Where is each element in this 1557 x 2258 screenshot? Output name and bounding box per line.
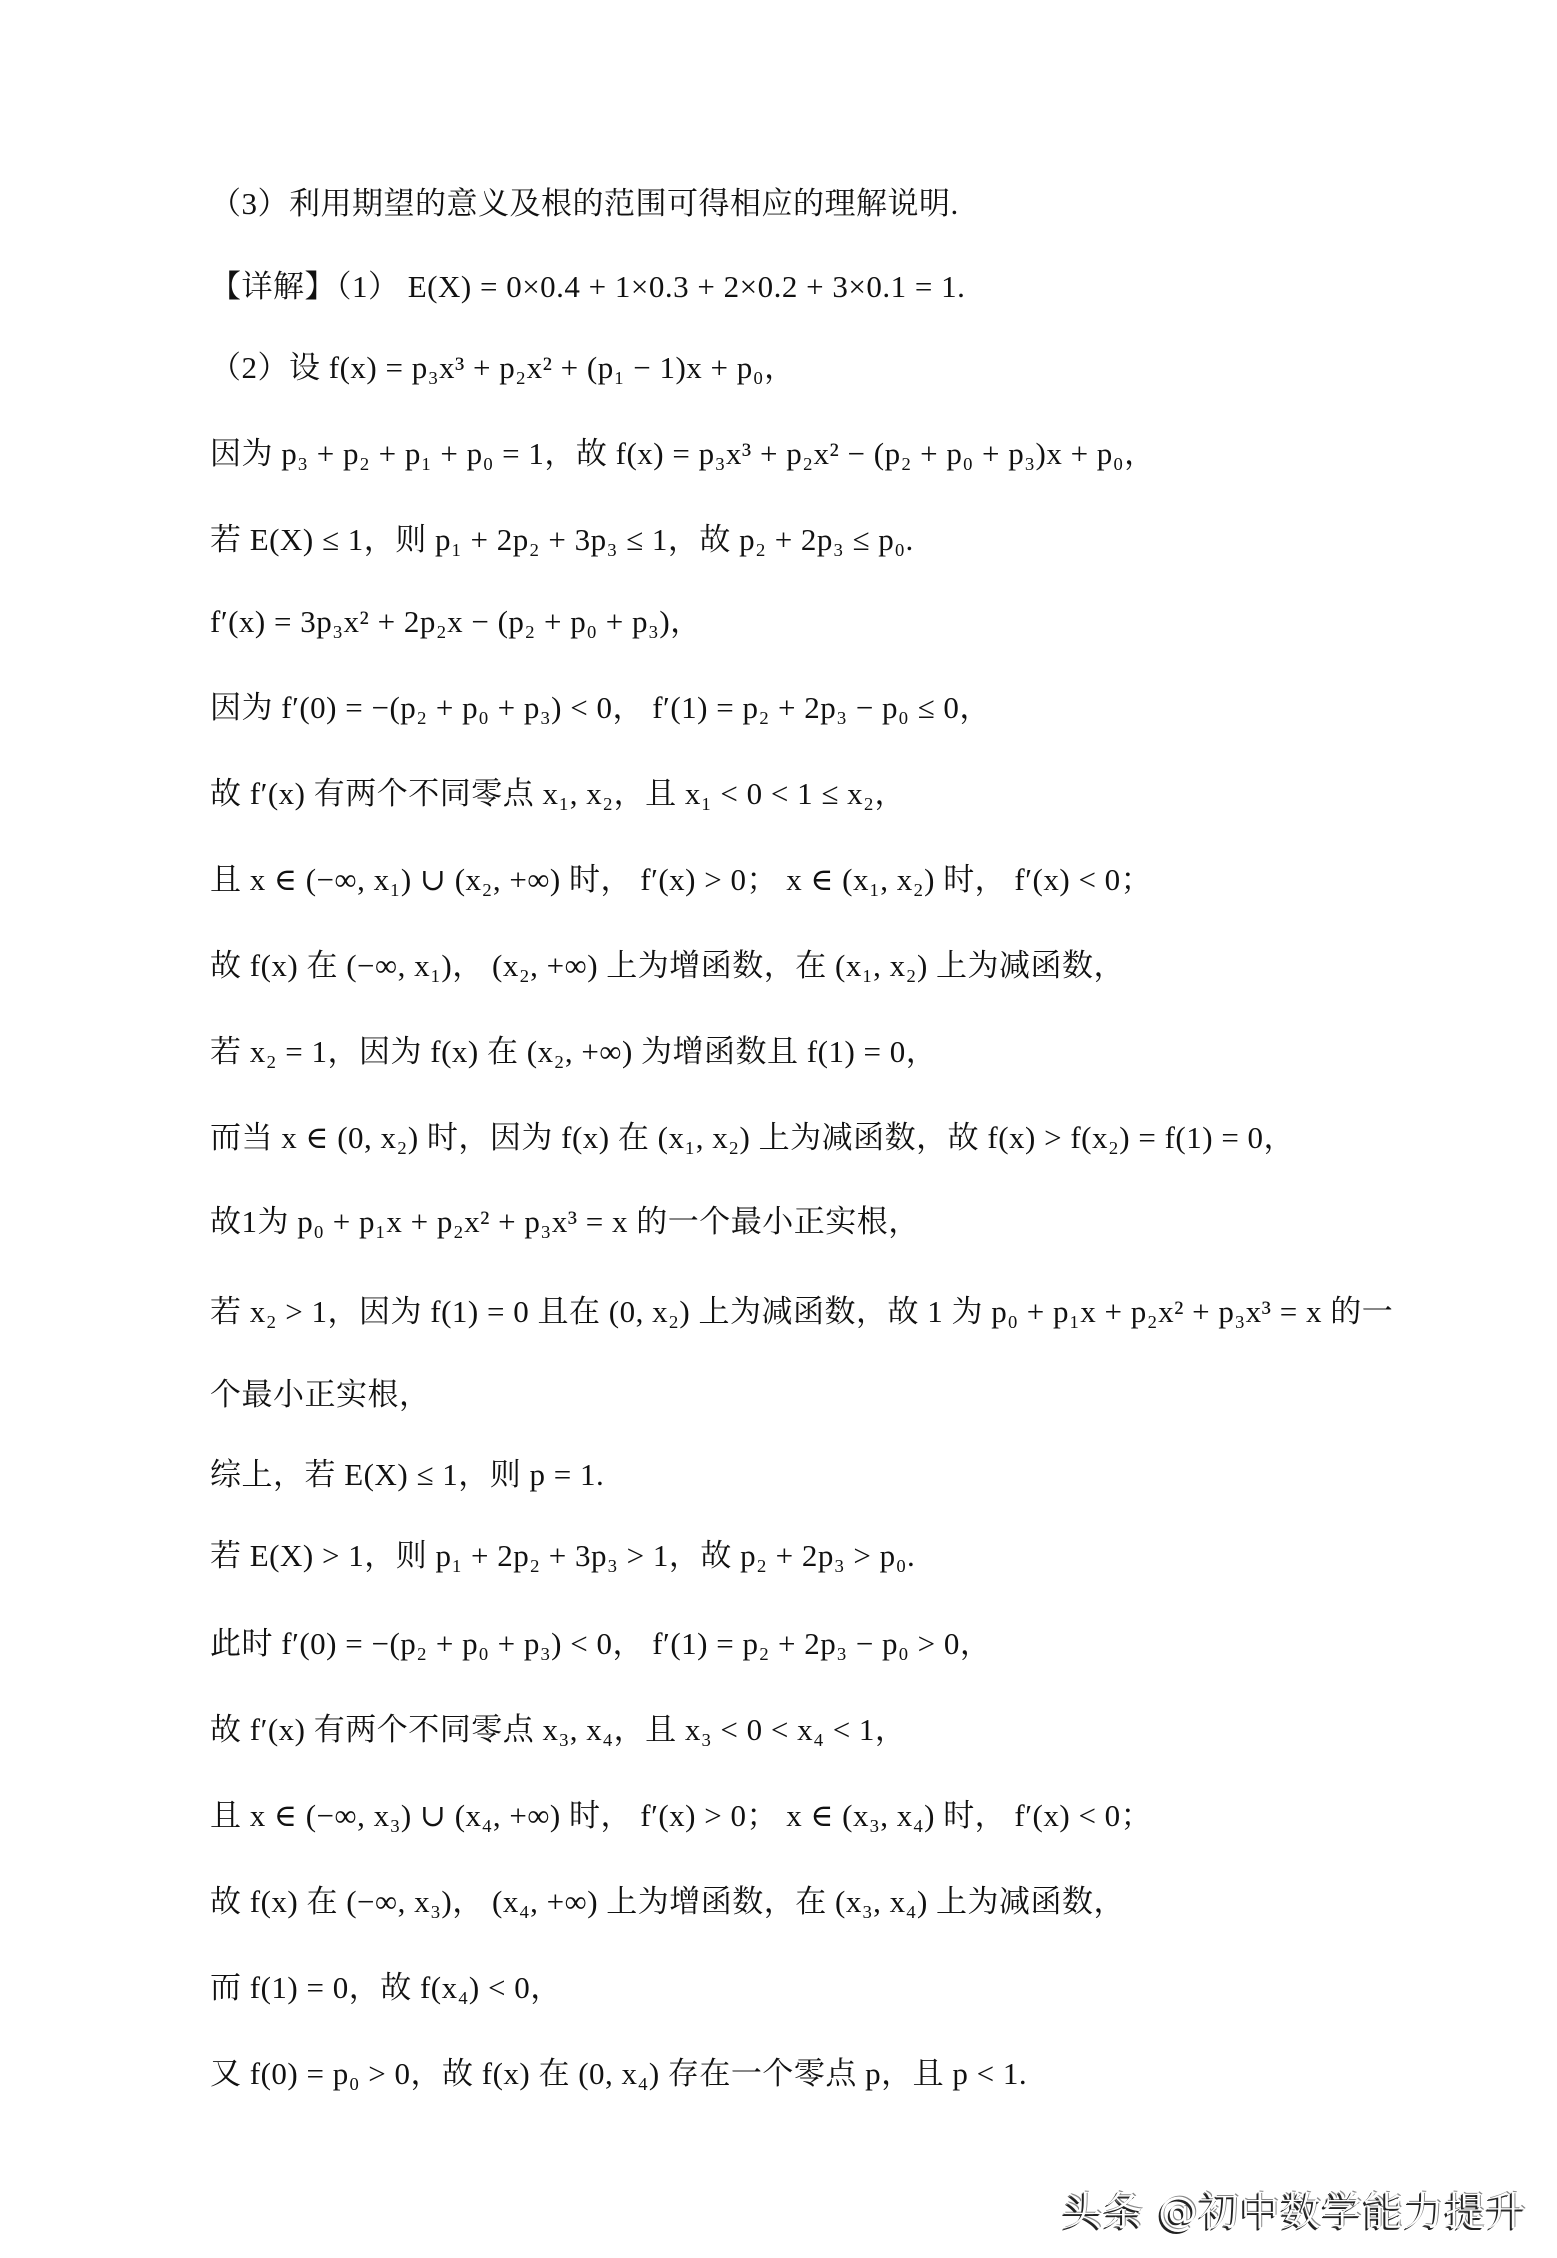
watermark: 头条 @初中数学能力提升 [1062,2189,1527,2235]
text-line-x2-gt-1: 若 x₂ > 1，因为 f(1) = 0 且在 (0, x₂) 上为减函数，故 1 为 p₀ + p₁x + p₂x² + p₃x³ = x 的一 [210,1294,1394,1329]
text-line-x2-gt-1-cont: 个最小正实根， [210,1377,431,1412]
text-line-derivative: f′(x) = 3p₃x² + 2p₂x − (p₂ + p₀ + p₃)， [210,604,702,639]
text-line-detail-2-def: （2）设 f(x) = p₃x³ + p₂x² + (p₁ − 1)x + p₀， [210,350,796,385]
text-line-summary-1: 综上，若 E(X) ≤ 1，则 p = 1. [210,1457,605,1492]
text-line-zeros-1: 故 f′(x) 有两个不同零点 x₁, x₂，且 x₁ < 0 < 1 ≤ x₂， [210,776,906,811]
text-line-case-gt-1: 若 E(X) > 1，则 p₁ + 2p₂ + 3p₃ > 1，故 p₂ + 2p₃ > p₀. [210,1538,916,1573]
text-line-sum-prob: 因为 p₃ + p₂ + p₁ + p₀ = 1，故 f(x) = p₃x³ + p₂x² − (p₂ + p₀ + p₃)x + p₀， [210,436,1156,471]
text-line-analysis-3: （3）利用期望的意义及根的范围可得相应的理解说明. [210,186,959,221]
text-line-zeros-2: 故 f′(x) 有两个不同零点 x₃, x₄，且 x₃ < 0 < x₄ < 1， [210,1712,907,1747]
text-line-mono-2: 故 f(x) 在 (−∞, x₃)， (x₄, +∞) 上为增函数，在 (x₃, x₄) 上为减函数， [210,1884,1126,1919]
text-line-f-x4: 而 f(1) = 0，故 f(x₄) < 0， [210,1970,562,2005]
text-line-detail-1: 【详解】（1） E(X) = 0×0.4 + 1×0.3 + 2×0.2 + 3×0.1 = 1. [210,269,966,304]
text-line-x2-eq-1: 若 x₂ = 1，因为 f(x) 在 (x₂, +∞) 为增函数且 f(1) = 0， [210,1034,938,1069]
text-line-root-1: 故1为 p₀ + p₁x + p₂x² + p₃x³ = x 的一个最小正实根， [210,1204,920,1239]
text-line-mono-1: 故 f(x) 在 (−∞, x₁)， (x₂, +∞) 上为增函数，在 (x₁, x₂) 上为减函数， [210,948,1126,983]
text-line-sign-2: 且 x ∈ (−∞, x₃) ∪ (x₄, +∞) 时， f′(x) > 0； x ∈ (x₃, x₄) 时， f′(x) < 0； [210,1798,1153,1833]
text-line-zero-p: 又 f(0) = p₀ > 0，故 f(x) 在 (0, x₄) 存在一个零点 p，且 p < 1. [210,2056,1028,2091]
text-line-deriv-values-2: 此时 f′(0) = −(p₂ + p₀ + p₃) < 0， f′(1) = p₂ + 2p₃ − p₀ > 0， [210,1626,992,1661]
text-line-case-le-1: 若 E(X) ≤ 1，则 p₁ + 2p₂ + 3p₃ ≤ 1，故 p₂ + 2p₃ ≤ p₀. [210,522,914,557]
text-line-interval-0-x2: 而当 x ∈ (0, x₂) 时，因为 f(x) 在 (x₁, x₂) 上为减函数，故 f(x) > f(x₂) = f(1) = 0， [210,1120,1296,1155]
text-line-sign-1: 且 x ∈ (−∞, x₁) ∪ (x₂, +∞) 时， f′(x) > 0； x ∈ (x₁, x₂) 时， f′(x) < 0； [210,862,1153,897]
text-line-deriv-values-1: 因为 f′(0) = −(p₂ + p₀ + p₃) < 0， f′(1) = p₂ + 2p₃ − p₀ ≤ 0， [210,690,991,725]
